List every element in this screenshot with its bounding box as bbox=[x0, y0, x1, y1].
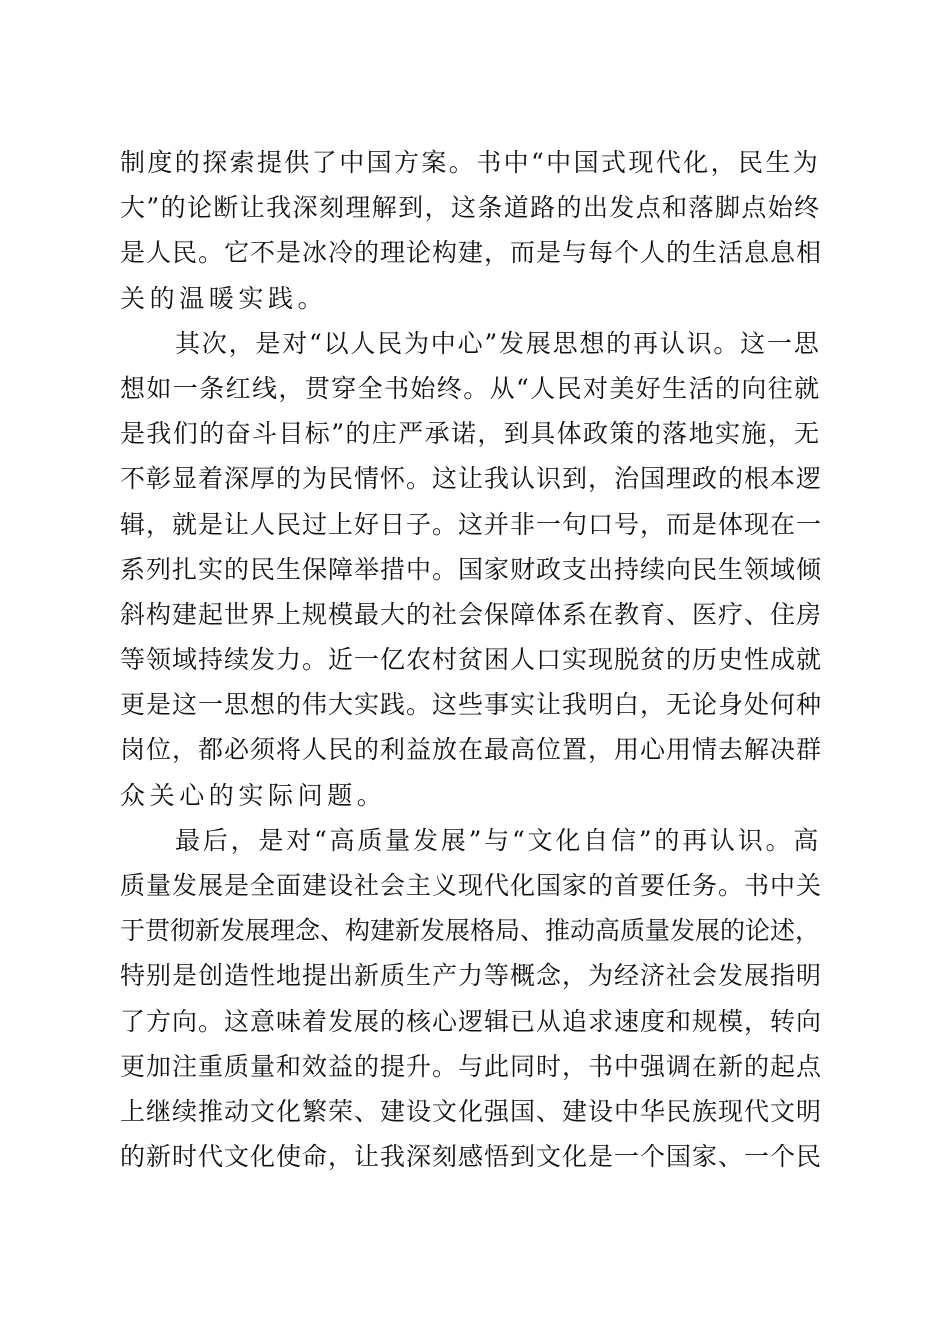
text-line: 更是这一思想的伟大实践。这些事实让我明白，无论身处何种 bbox=[120, 690, 823, 720]
text-line: 岗位，都必须将人民的利益放在最高位置，用心用情去解决群 bbox=[120, 735, 823, 765]
text-line: 是人民。它不是冰冷的理论构建，而是与每个人的生活息息相 bbox=[120, 238, 823, 268]
text-line: 不彰显着深厚的为民情怀。这让我认识到，治国理政的根本逻 bbox=[120, 464, 823, 494]
text-line: 是我们的奋斗目标”的庄严承诺，到具体政策的落地实施，无 bbox=[120, 419, 821, 449]
text-line: 辑，就是让人民过上好日子。这并非一句口号，而是体现在一 bbox=[120, 509, 823, 539]
text-line: 于贯彻新发展理念、构建新发展格局、推动高质量发展的论述， bbox=[120, 916, 821, 946]
text-line: 系列扎实的民生保障举措中。国家财政支出持续向民生领域倾 bbox=[120, 554, 823, 584]
text-line: 质量发展是全面建设社会主义现代化国家的首要任务。书中关 bbox=[120, 871, 823, 900]
text-line: 制度的探索提供了中国方案。书中“中国式现代化，民生为 bbox=[120, 148, 821, 177]
text-line: 更加注重质量和效益的提升。与此同时，书中强调在新的起点 bbox=[120, 1051, 823, 1081]
text-line: 等领域持续发力。近一亿农村贫困人口实现脱贫的历史性成就 bbox=[120, 645, 823, 675]
text-line: 斜构建起世界上规模最大的社会保障体系在教育、医疗、住房 bbox=[120, 599, 823, 629]
body-text bbox=[120, 140, 824, 1179]
text-line: 的新时代文化使命，让我深刻感悟到文化是一个国家、一个民 bbox=[120, 1142, 823, 1172]
text-line: 大”的论断让我深刻理解到，这条道路的出发点和落脚点始终 bbox=[120, 193, 821, 223]
text-line: 了方向。这意味着发展的核心逻辑已从追求速度和规模，转向 bbox=[120, 1006, 823, 1036]
text-line: 特别是创造性地提出新质生产力等概念，为经济社会发展指明 bbox=[120, 961, 823, 991]
text-line: 上继续推动文化繁荣、建设文化强国、建设中华民族现代文明 bbox=[120, 1096, 823, 1126]
paragraph-first-line: 其次，是对“以人民为中心”发展思想的再认识。这一思 bbox=[175, 328, 821, 358]
text-line: 众关心的实际问题。 bbox=[120, 780, 387, 810]
text-line: 关的温暖实践。 bbox=[120, 283, 328, 313]
paragraph-first-line: 最后，是对“高质量发展”与“文化自信”的再认识。高 bbox=[175, 825, 822, 855]
text-line: 想如一条红线，贯穿全书始终。从“人民对美好生活的向往就 bbox=[120, 373, 821, 403]
